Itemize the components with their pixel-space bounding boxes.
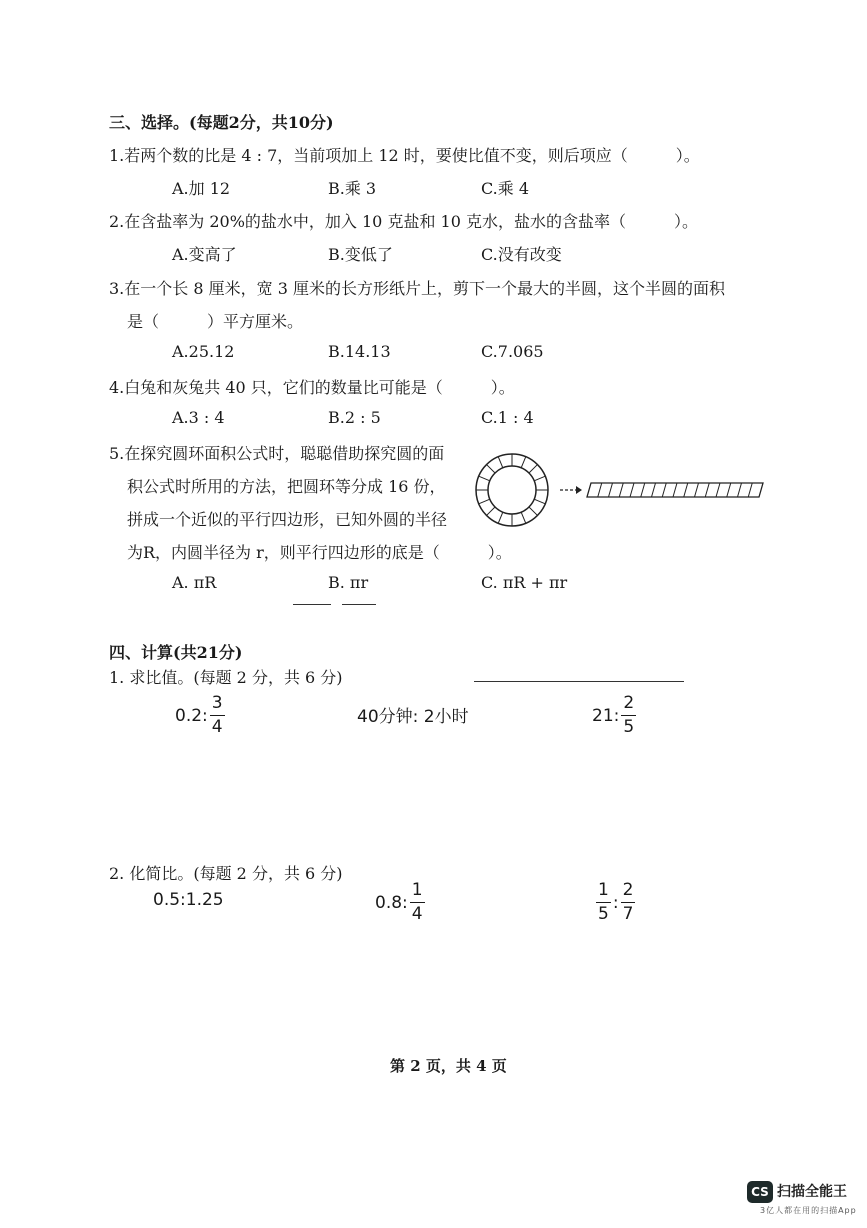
strip-segment-divider <box>748 483 752 497</box>
question-5-line-2: 积公式时所用的方法，把圆环等分成 16 份， <box>127 477 446 496</box>
q5-option-a: A. πR <box>172 573 217 592</box>
ring-parallelogram-figure <box>470 450 770 540</box>
fraction <box>596 882 611 923</box>
watermark-tagline: 3亿人都在用的扫描App <box>760 1206 857 1215</box>
part2-title: 2. 化简比。(每题 2 分，共 6 分) <box>109 864 343 883</box>
q4-option-c: C.1 : 4 <box>481 408 534 427</box>
denominator: 7 <box>622 904 634 924</box>
ring-segment-divider <box>479 476 490 481</box>
strip-segment-divider <box>695 483 699 497</box>
strip-segment-divider <box>641 483 645 497</box>
denominator: 5 <box>623 717 635 737</box>
ring-segment-divider <box>521 512 526 523</box>
denominator: 4 <box>411 904 423 924</box>
strip-segment-divider <box>630 483 634 497</box>
q5-option-c: C. πR + πr <box>481 573 568 592</box>
fraction <box>621 695 636 736</box>
q3-option-c: C.7.065 <box>481 342 544 361</box>
arrow-icon <box>560 486 582 494</box>
question-4-text: 4.白兔和灰兔共 40 只，它们的数量比可能是（ ）。 <box>109 378 515 397</box>
item-lhs: 21: <box>592 705 620 726</box>
section4-title: 四、计算(共21分) <box>109 643 243 662</box>
question-3-text: 3.在一个长 8 厘米，宽 3 厘米的长方形纸片上，剪下一个最大的半圆，这个半圆的面积 <box>109 279 725 298</box>
ring-segment-divider <box>498 457 503 468</box>
q1-option-b: B.乘 3 <box>328 179 377 198</box>
camscanner-logo-icon: CS <box>747 1181 773 1203</box>
denominator: 4 <box>211 717 223 737</box>
strip-segment-divider <box>619 483 623 497</box>
parallelogram-strip <box>587 483 763 497</box>
question-1-text: 1.若两个数的比是 4 : 7，当前项加上 12 时，要使比值不变，则后项应（ ）。 <box>109 146 700 165</box>
ring-segment-divider <box>521 457 526 468</box>
ring-segment-divider <box>534 476 545 481</box>
strip-segment-divider <box>609 483 613 497</box>
ring-segment-divider <box>479 499 490 504</box>
ring-segment-divider <box>529 465 537 473</box>
question-5-line-1: 5.在探究圆环面积公式时，聪聪借助探究圆的面 <box>109 444 445 463</box>
q1-option-a: A.加 12 <box>172 179 231 198</box>
q5-option-b: B. πr <box>328 573 369 592</box>
page-number: 第 2 页，共 4 页 <box>390 1057 507 1075</box>
part1-title: 1. 求比值。(每题 2 分，共 6 分) <box>109 668 343 687</box>
annulus-diagram <box>476 454 548 526</box>
question-2-text: 2.在含盐率为 20%的盐水中，加入 10 克盐和 10 克水，盐水的含盐率（ ）。 <box>109 212 698 231</box>
fraction <box>210 695 225 736</box>
item-lhs: 0.8: <box>375 892 408 913</box>
ring-segment-divider <box>487 507 495 515</box>
ratio-value-item-3 <box>592 695 636 736</box>
q3-option-a: A.25.12 <box>172 342 235 361</box>
ring-segment-divider <box>498 512 503 523</box>
simplify-item-2 <box>375 882 425 923</box>
numerator: 1 <box>410 882 425 903</box>
watermark-name: 扫描全能王 <box>777 1184 847 1200</box>
strip-segment-divider <box>727 483 731 497</box>
ratio-value-item-2: 40分钟: 2小时 <box>357 707 469 727</box>
strip-segment-divider <box>705 483 709 497</box>
ratio-value-item-1 <box>175 695 225 736</box>
strip-segment-divider <box>716 483 720 497</box>
fraction <box>621 882 636 923</box>
strip-segment-divider <box>738 483 742 497</box>
q4-option-b: B.2 : 5 <box>328 408 381 427</box>
numerator: 2 <box>621 882 636 903</box>
question-5-line-4: 为R，内圆半径为 r，则平行四边形的底是（ ）。 <box>127 543 512 562</box>
item-lhs: 0.2: <box>175 705 208 726</box>
simplify-item-3 <box>596 882 635 923</box>
q3-option-b: B.14.13 <box>328 342 391 361</box>
q2-option-a: A.变高了 <box>172 245 237 264</box>
ring-segment-divider <box>529 507 537 515</box>
numerator: 3 <box>210 695 225 716</box>
numerator: 1 <box>596 882 611 903</box>
q4-option-a: A.3 : 4 <box>172 408 225 427</box>
strip-segment-divider <box>673 483 677 497</box>
denominator: 5 <box>598 904 609 924</box>
q2-option-b: B.变低了 <box>328 245 393 264</box>
ring-segment-divider <box>487 465 495 473</box>
q2-option-c: C.没有改变 <box>481 245 562 264</box>
strip-segment-divider <box>662 483 666 497</box>
question-3-text-cont: 是（ ）平方厘米。 <box>127 312 304 331</box>
scan-mark <box>293 604 331 605</box>
numerator: 2 <box>621 695 636 716</box>
ring-segment-divider <box>534 499 545 504</box>
scan-line <box>474 681 684 682</box>
section3-title: 三、选择。(每题2分，共10分) <box>109 113 334 132</box>
question-5-line-3: 拼成一个近似的平行四边形，已知外圆的半径 <box>127 510 448 529</box>
simplify-item-1: 0.5:1.25 <box>153 890 224 910</box>
ratio-colon: : <box>612 892 619 913</box>
q1-option-c: C.乘 4 <box>481 179 530 198</box>
strip-segment-divider <box>684 483 688 497</box>
strip-segment-divider <box>652 483 656 497</box>
scan-mark <box>342 604 376 605</box>
strip-segment-divider <box>598 483 602 497</box>
fraction <box>410 882 425 923</box>
